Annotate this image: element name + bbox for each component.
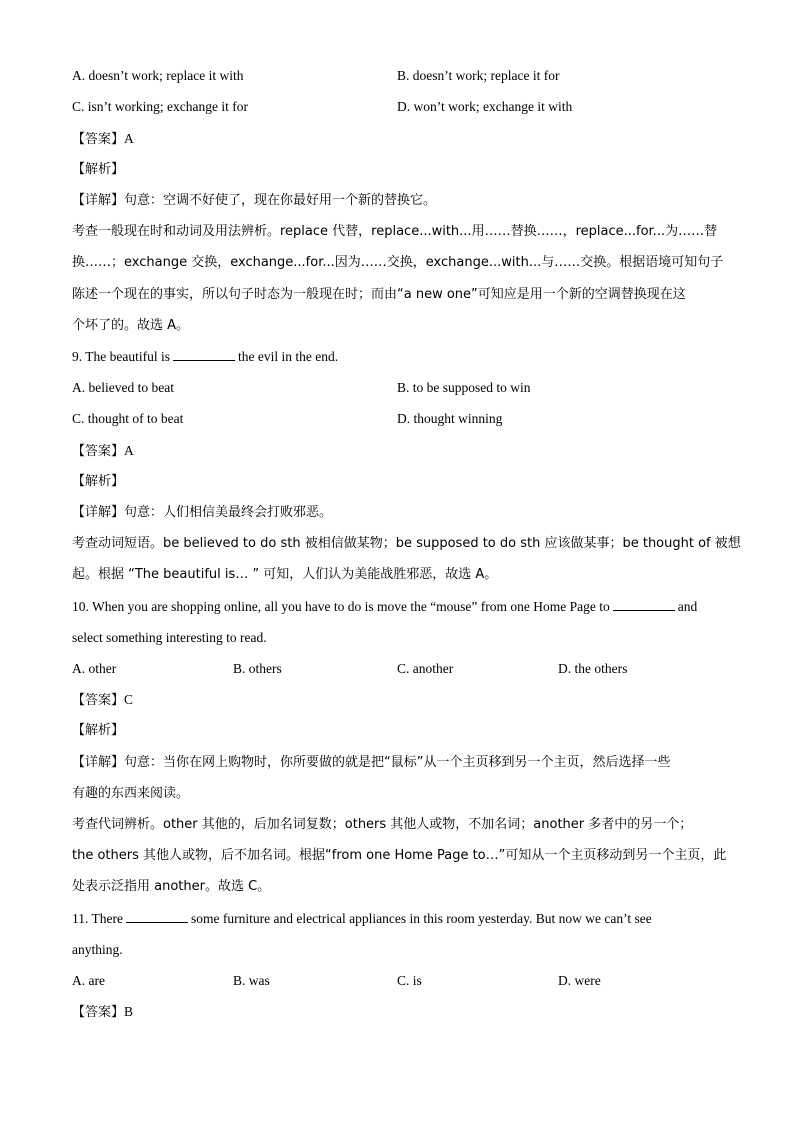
detail-label: 【详解】 [72, 193, 125, 208]
answer-value: A [124, 443, 134, 458]
q11-option-a: A. are [72, 973, 105, 988]
q9-stem-before: 9. The beautiful is [72, 349, 170, 364]
q8-explain-line: 陈述一个现在的事实，所以句子时态为一般现在时；而由“a new one”可知应是用一个新的空调替换现在这 [72, 287, 686, 302]
q9-explain-line: 考查动词短语。be believed to do sth 被相信做某物；be supposed to do sth 应该做某事；be thought of 被想 [72, 536, 741, 551]
q9-stem [72, 348, 732, 366]
q9-detail [72, 504, 732, 522]
q11-option-d: D. were [558, 973, 601, 988]
answer-label: 【答案】 [72, 132, 125, 147]
q11-stem-line2: anything. [72, 942, 123, 957]
q8-detail [72, 192, 732, 210]
q10-option-a: A. other [72, 661, 117, 676]
answer-label: 【答案】 [72, 1005, 125, 1020]
q10-stem-after: and [677, 599, 698, 614]
q8-option-d: D. won’t work; exchange it with [397, 99, 573, 114]
q11-stem-after: some furniture and electrical appliances in this room yesterday. But now we can’t see [190, 911, 652, 926]
answer-blank [613, 598, 675, 611]
answer-value: B [124, 1004, 134, 1019]
q11-option-b: B. was [233, 973, 270, 988]
answer-label: 【答案】 [72, 693, 125, 708]
q10-explain-line: 处表示泛指用 another。故选 C。 [72, 879, 271, 894]
q10-explain-line: 考查代词辨析。other 其他的，后加名词复数；others 其他人或物，不加名词；another 多者中的另一个； [72, 817, 693, 832]
q10-detail [72, 754, 732, 772]
q9-analysis-label: 【解析】 [72, 474, 125, 489]
q9-option-b: B. to be supposed to win [397, 380, 531, 395]
answer-blank [173, 348, 235, 361]
q10-stem-before: 10. When you are shopping online, all you have to do is move the “mouse” from one Home Page to [72, 599, 610, 614]
q9-option-a: A. believed to beat [72, 380, 174, 395]
q10-answer [72, 691, 732, 710]
q10-analysis-label: 【解析】 [72, 723, 125, 738]
q11-stem [72, 910, 732, 928]
detail-text: 句意：人们相信美最终会打败邪恶。 [124, 505, 333, 520]
q8-option-a: A. doesn’t work; replace it with [72, 68, 244, 83]
q8-answer [72, 130, 732, 149]
answer-label: 【答案】 [72, 444, 125, 459]
q9-answer [72, 442, 732, 461]
detail-text: 句意：当你在网上购物时，你所要做的就是把“鼠标”从一个主页移到另一个主页，然后选择一些 [124, 755, 671, 770]
q8-option-b: B. doesn’t work; replace it for [397, 68, 560, 83]
q9-option-d: D. thought winning [397, 411, 503, 426]
q11-answer [72, 1003, 732, 1022]
q10-stem [72, 598, 732, 616]
answer-value: C [124, 692, 134, 707]
answer-blank [126, 910, 188, 923]
q8-explain-line: 换……；exchange 交换，exchange...for...因为……交换，exchange...with...与……交换。根据语境可知句子 [72, 255, 724, 270]
q10-option-b: B. others [233, 661, 282, 676]
q10-explain-line: the others 其他人或物，后不加名词。根据“from one Home Page to…”可知从一个主页移动到另一个主页，此 [72, 848, 727, 863]
q9-option-c: C. thought of to beat [72, 411, 184, 426]
q11-stem-before: 11. There [72, 911, 123, 926]
q8-explain-line: 考查一般现在时和动词及用法辨析。replace 代替，replace...with...用……替换……，replace...for...为……替 [72, 224, 718, 239]
q8-explain-line: 个坏了的。故选 A。 [72, 318, 190, 333]
detail-text: 句意：空调不好使了，现在你最好用一个新的替换它。 [124, 193, 437, 208]
q8-option-c: C. isn’t working; exchange it for [72, 99, 248, 114]
q10-detail-line2: 有趣的东西来阅读。 [72, 786, 190, 801]
q9-stem-after: the evil in the end. [237, 349, 339, 364]
q10-option-d: D. the others [558, 661, 628, 676]
q10-stem-line2: select something interesting to read. [72, 630, 267, 645]
q8-analysis-label: 【解析】 [72, 162, 125, 177]
detail-label: 【详解】 [72, 505, 125, 520]
q9-explain-line: 起。根据 “The beautiful is… ” 可知，人们认为美能战胜邪恶，故选 A。 [72, 567, 498, 582]
detail-label: 【详解】 [72, 755, 125, 770]
answer-value: A [124, 131, 134, 146]
q11-option-c: C. is [397, 973, 422, 988]
q10-option-c: C. another [397, 661, 454, 676]
